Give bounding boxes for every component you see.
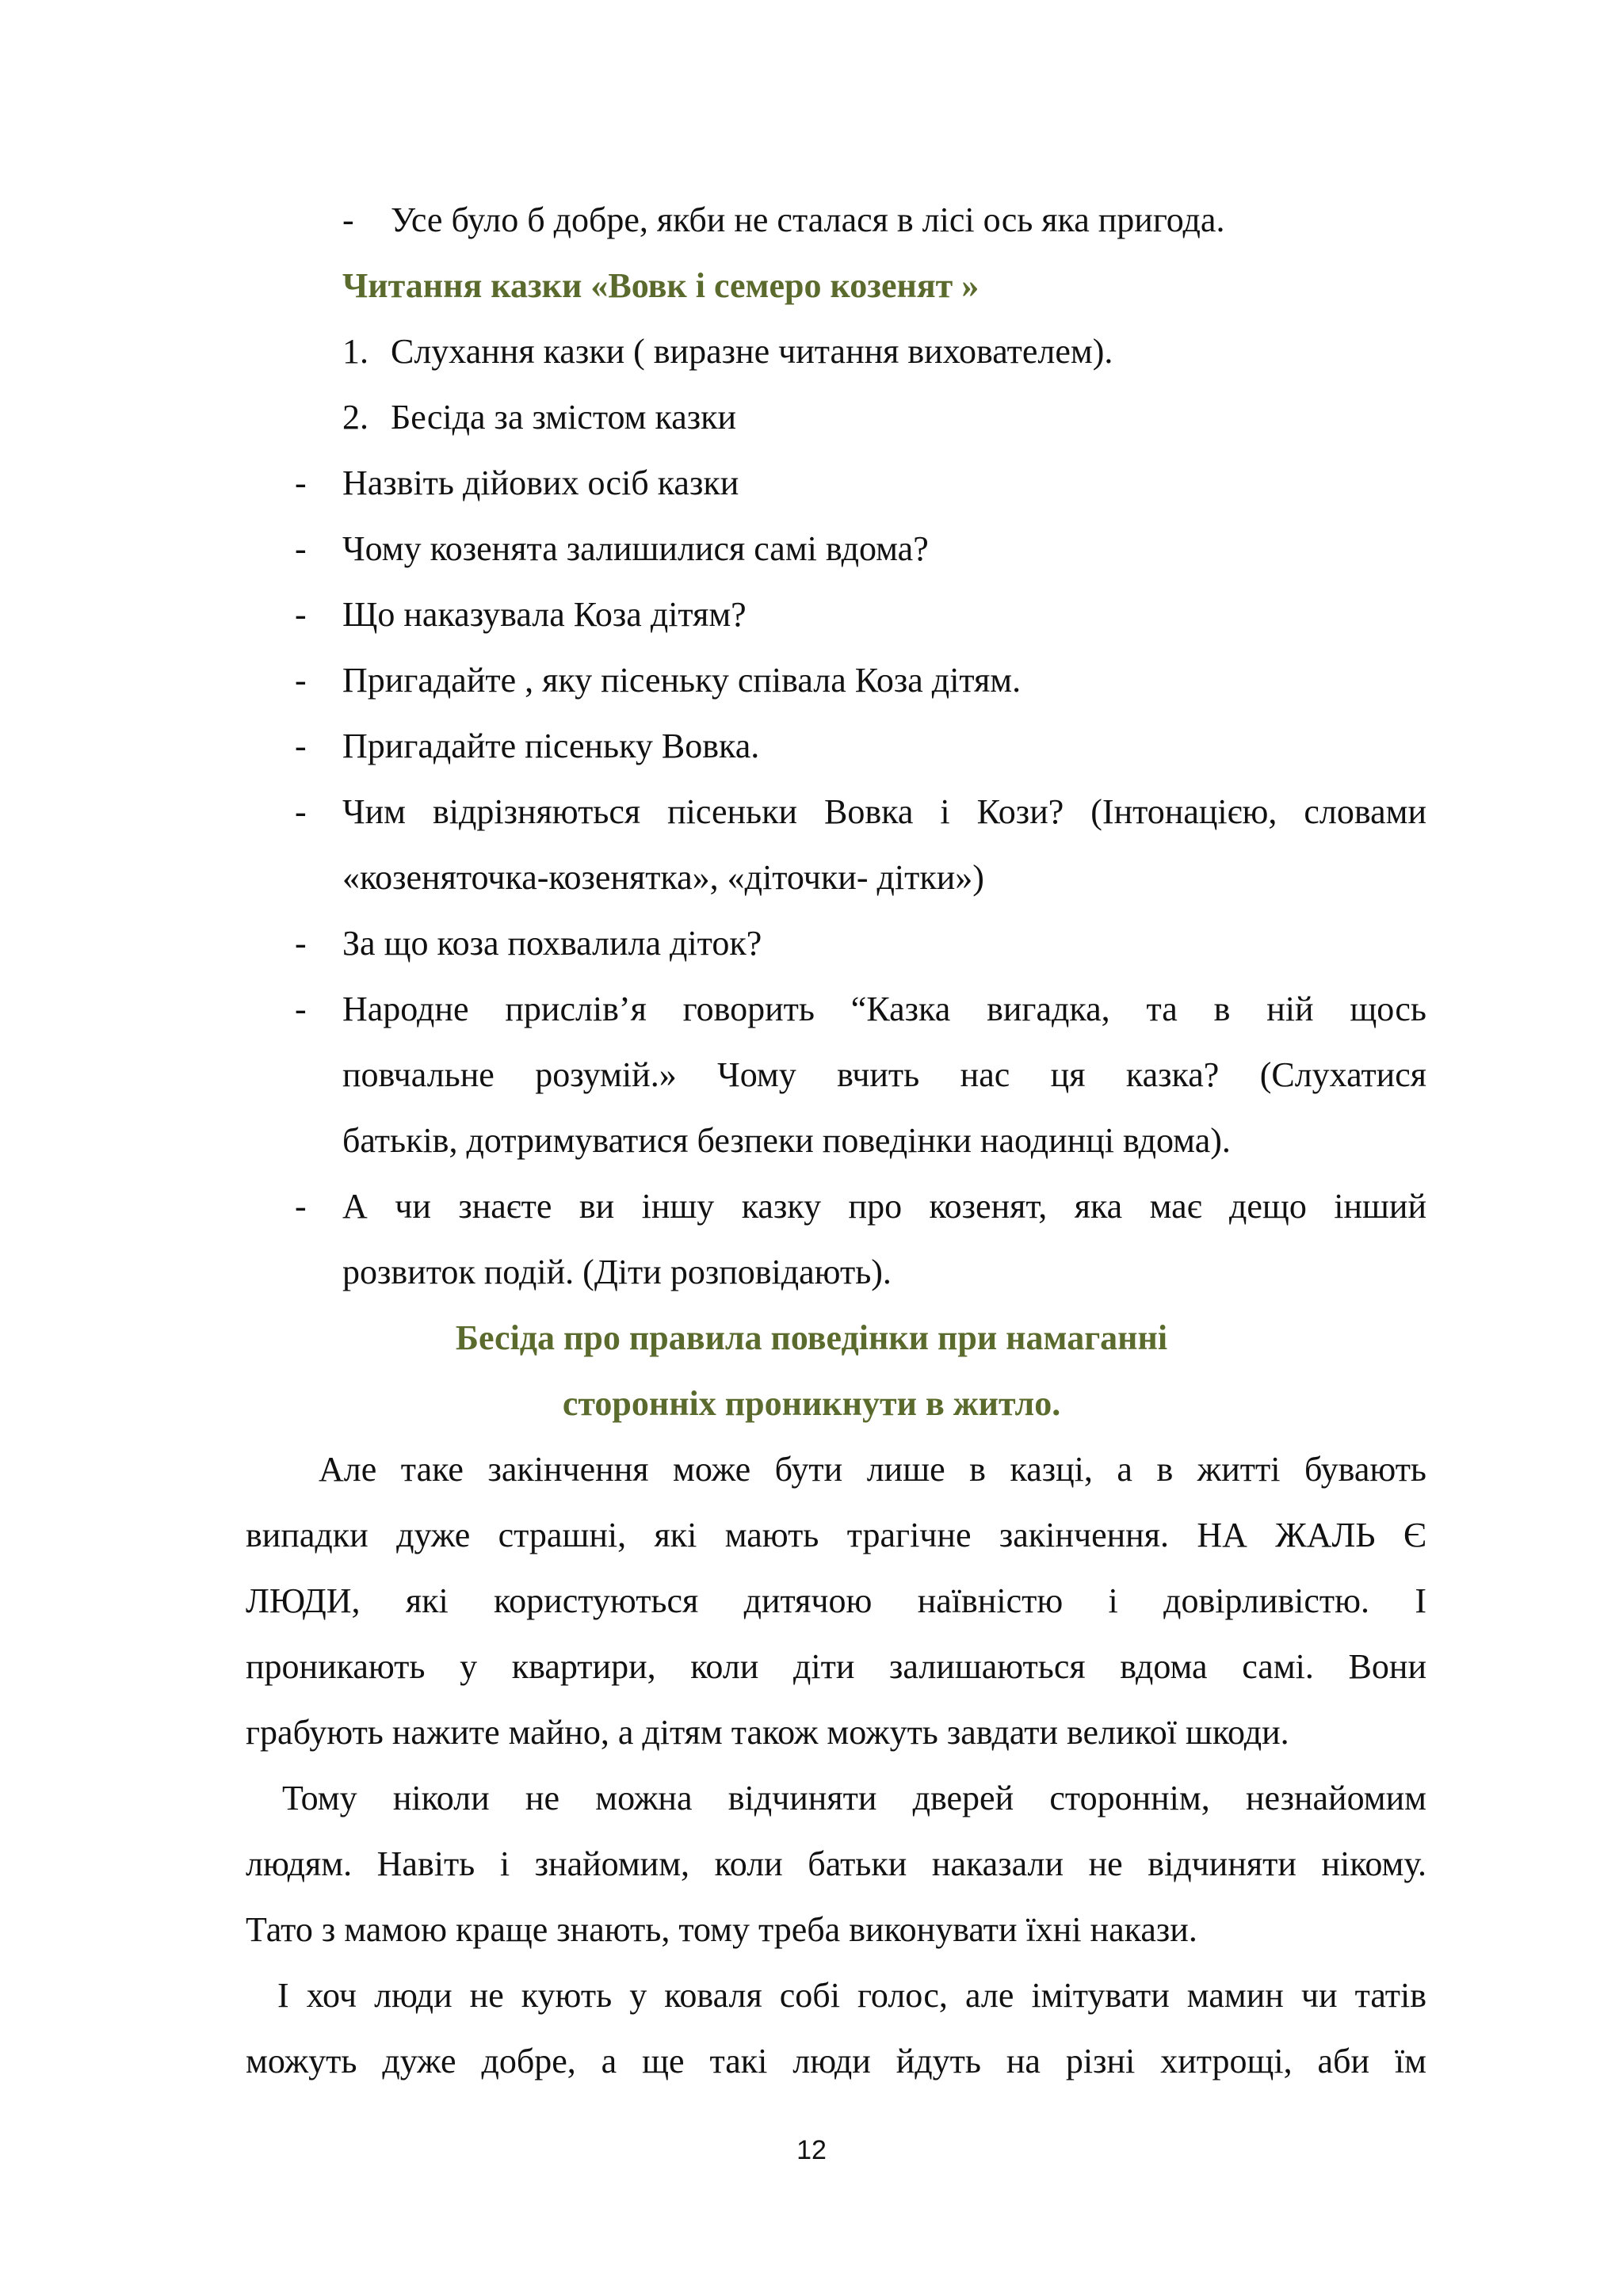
question-dash: - [295, 529, 307, 568]
paragraph-line: ЛЮДИ, які користуються дитячою наївністю і довірливістю. І [246, 1581, 1426, 1620]
question-line: За що коза похвалила діток? [342, 924, 762, 963]
paragraph-line: людям. Навіть і знайомим, коли батьки наказали не відчиняти нікому. [246, 1844, 1426, 1883]
question-dash: - [295, 792, 307, 831]
question-line: «козеняточка-козенятка», «діточки- дітки») [342, 858, 984, 897]
question-line: Пригадайте пісеньку Вовка. [342, 727, 760, 765]
numbered-item-number: 2. [342, 398, 369, 437]
question-dash: - [295, 990, 307, 1028]
question-line: Чим відрізняються пісеньки Вовка і Кози? (Інтонацією, словами [342, 792, 1426, 831]
paragraph-line: Тому ніколи не можна відчиняти дверей стороннім, незнайомим [282, 1779, 1426, 1817]
question-line: Народне прислів’я говорить “Казка вигадка, та в ній щось [342, 990, 1426, 1028]
question-line: повчальне розумій.» Чому вчить нас ця казка? (Слухатися [342, 1055, 1426, 1094]
paragraph-line: можуть дуже добре, а ще такі люди йдуть на різні хитрощі, аби їм [246, 2042, 1426, 2081]
reading-heading: Читання казки «Вовк і семеро козенят » [342, 266, 980, 305]
paragraph-line: грабують нажите майно, а дітям також можуть завдати великої шкоди. [246, 1713, 1289, 1752]
question-dash: - [295, 661, 307, 700]
question-line: Пригадайте , яку пісеньку співала Коза дітям. [342, 661, 1022, 700]
question-dash: - [295, 1187, 307, 1226]
intro-dash: - [342, 200, 354, 239]
paragraph-line: проникають у квартири, коли діти залишаються вдома самі. Вони [246, 1647, 1426, 1686]
numbered-item-text: Слухання казки ( виразне читання вихователем). [391, 332, 1113, 371]
question-dash: - [295, 727, 307, 765]
numbered-item-number: 1. [342, 332, 369, 371]
question-dash: - [295, 463, 307, 502]
paragraph-line: Але таке закінчення може бути лише в казці, а в житті бувають [319, 1450, 1426, 1489]
talk-heading: сторонніх проникнути в житло. [562, 1384, 1061, 1423]
paragraph-line: Тато з мамою краще знають, тому треба виконувати їхні накази. [246, 1910, 1197, 1949]
question-line: Чому козенята залишилися самі вдома? [342, 529, 929, 568]
talk-heading: Бесіда про правила поведінки при намаганні [455, 1318, 1168, 1357]
question-line: Що наказувала Коза дітям? [342, 595, 747, 634]
question-dash: - [295, 595, 307, 634]
question-line: розвиток подій. (Діти розповідають). [342, 1253, 892, 1291]
intro-line: Усе було б добре, якби не сталася в лісі ось яка пригода. [391, 200, 1225, 239]
question-line: А чи знаєте ви іншу казку про козенят, яка має дещо інший [342, 1187, 1426, 1226]
numbered-item-text: Бесіда за змістом казки [391, 398, 737, 437]
question-dash: - [295, 924, 307, 963]
paragraph-line: випадки дуже страшні, які мають трагічне закінчення. НА ЖАЛЬ Є [246, 1516, 1426, 1554]
page-number: 12 [796, 2135, 827, 2165]
question-line: батьків, дотримуватися безпеки поведінки наодинці вдома). [342, 1121, 1231, 1160]
paragraph-line: І хоч люди не кують у коваля собі голос, але імітувати мамин чи татів [277, 1976, 1426, 2015]
question-line: Назвіть дійових осіб казки [342, 463, 739, 502]
